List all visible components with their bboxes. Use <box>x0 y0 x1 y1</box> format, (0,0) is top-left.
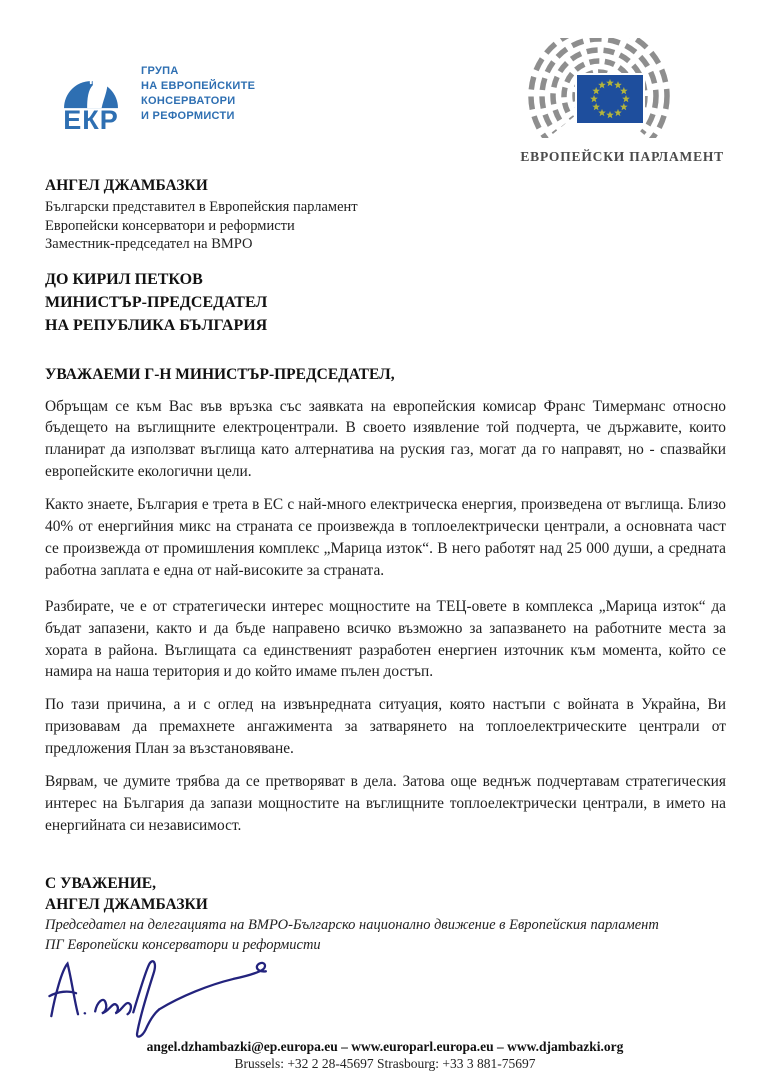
footer-phones: Brussels: +32 2 28-45697 Strasbourg: +33 3 881-75697 <box>234 1056 536 1071</box>
recipient-block <box>45 268 726 337</box>
sender-line: Заместник-председател на ВМРО <box>45 236 253 252</box>
ep-label: ЕВРОПЕЙСКИ ПАРЛАМЕНТ <box>520 149 724 164</box>
sender-block <box>45 176 726 254</box>
closing-block <box>45 873 726 955</box>
sender-name: АНГЕЛ ДЖАМБАЗКИ <box>45 177 208 194</box>
paragraph: Вярвам, че думите трябва да се претворяват в дела. Затова още веднъж подчертавам стратегическия интерес на България да запази мощностите на въглищните топлоелектрически централи, в името на енергийната си независимост. <box>45 773 726 834</box>
european-parliament-logo <box>496 38 726 165</box>
ecr-group-name-line: ГРУПА <box>141 65 179 77</box>
closing-title: Председател на делегацията на ВМРО-Българско национално движение в Европейския парламент <box>45 916 659 933</box>
closing-regards: С УВАЖЕНИЕ, <box>45 874 156 892</box>
ecr-logo <box>55 58 255 133</box>
ecr-lion-icon <box>62 58 120 110</box>
ecr-group-name <box>141 64 255 124</box>
paragraph: Разбирате, че е от стратегически интерес мощностите на ТЕЦ-овете в комплекса „Марица изток“ да бъдат запазени, както и да бъде направено всичко възможно за запазването на работните места за хората в района. Въглищата са единственият разработен енергиен източник към момента, който се намира на наша територия и до който имаме пълен достъп. <box>45 597 726 681</box>
ep-hemicycle-icon <box>496 38 726 138</box>
ecr-group-name-line: НА ЕВРОПЕЙСКИТЕ <box>141 80 256 92</box>
recipient-line: МИНИСТЪР-ПРЕДСЕДАТЕЛ <box>45 293 268 311</box>
paragraph: Както знаете, България е трета в ЕС с най-много електрическа енергия, произведена от въглища. Близо 40% от енергийния микс на страната се произвежда в топлоелектрически централи, а основната част се произвежда от промишления комплекс „Марица изток“. В него работят над 25 000 души, а средната работна заплата е една от най-високите за страната. <box>45 496 726 579</box>
paragraph: Обръщам се към Вас във връзка със заявката на европейския комисар Франс Тимерманс относно бъдещето на въглищните електроцентрали. В своето изявление той подчерта, че държавите, които планират да използват въглища като алтернатива на руския газ, могат да го направят, но - спазвайки европейските екологични цели. <box>45 397 726 481</box>
recipient-line: НА РЕПУБЛИКА БЪЛГАРИЯ <box>45 316 268 334</box>
ecr-logo-mark <box>55 58 127 133</box>
ecr-group-name-line: И РЕФОРМИСТИ <box>141 110 235 122</box>
recipient-line: ДО КИРИЛ ПЕТКОВ <box>45 270 203 288</box>
salutation: УВАЖАЕМИ Г-Н МИНИСТЪР-ПРЕДСЕДАТЕЛ, <box>45 365 395 383</box>
handwritten-signature <box>45 957 275 1039</box>
footer-contacts: angel.dzhambazki@ep.europa.eu – www.europarl.europa.eu – www.djambazki.org <box>146 1039 624 1054</box>
letter-content <box>45 176 726 1044</box>
closing-name: АНГЕЛ ДЖАМБАЗКИ <box>45 895 208 913</box>
sender-line: Български представител в Европейския парламент <box>45 199 358 215</box>
eu-flag-icon <box>576 74 644 124</box>
closing-title: ПГ Европейски консерватори и реформисти <box>45 936 321 953</box>
ecr-group-name-line: КОНСЕРВАТОРИ <box>141 95 236 107</box>
letter-footer <box>0 1038 770 1072</box>
ecr-abbreviation: ЕКР <box>63 105 119 135</box>
sender-line: Европейски консерватори и реформисти <box>45 217 295 234</box>
paragraph: По тази причина, а и с оглед на извънредната ситуация, която настъпи с войната в Украйна, Ви призовавам да премахнете ангажимента за затварянето на топлоелектрическите централи от предложения План за възстановяване. <box>45 696 726 758</box>
